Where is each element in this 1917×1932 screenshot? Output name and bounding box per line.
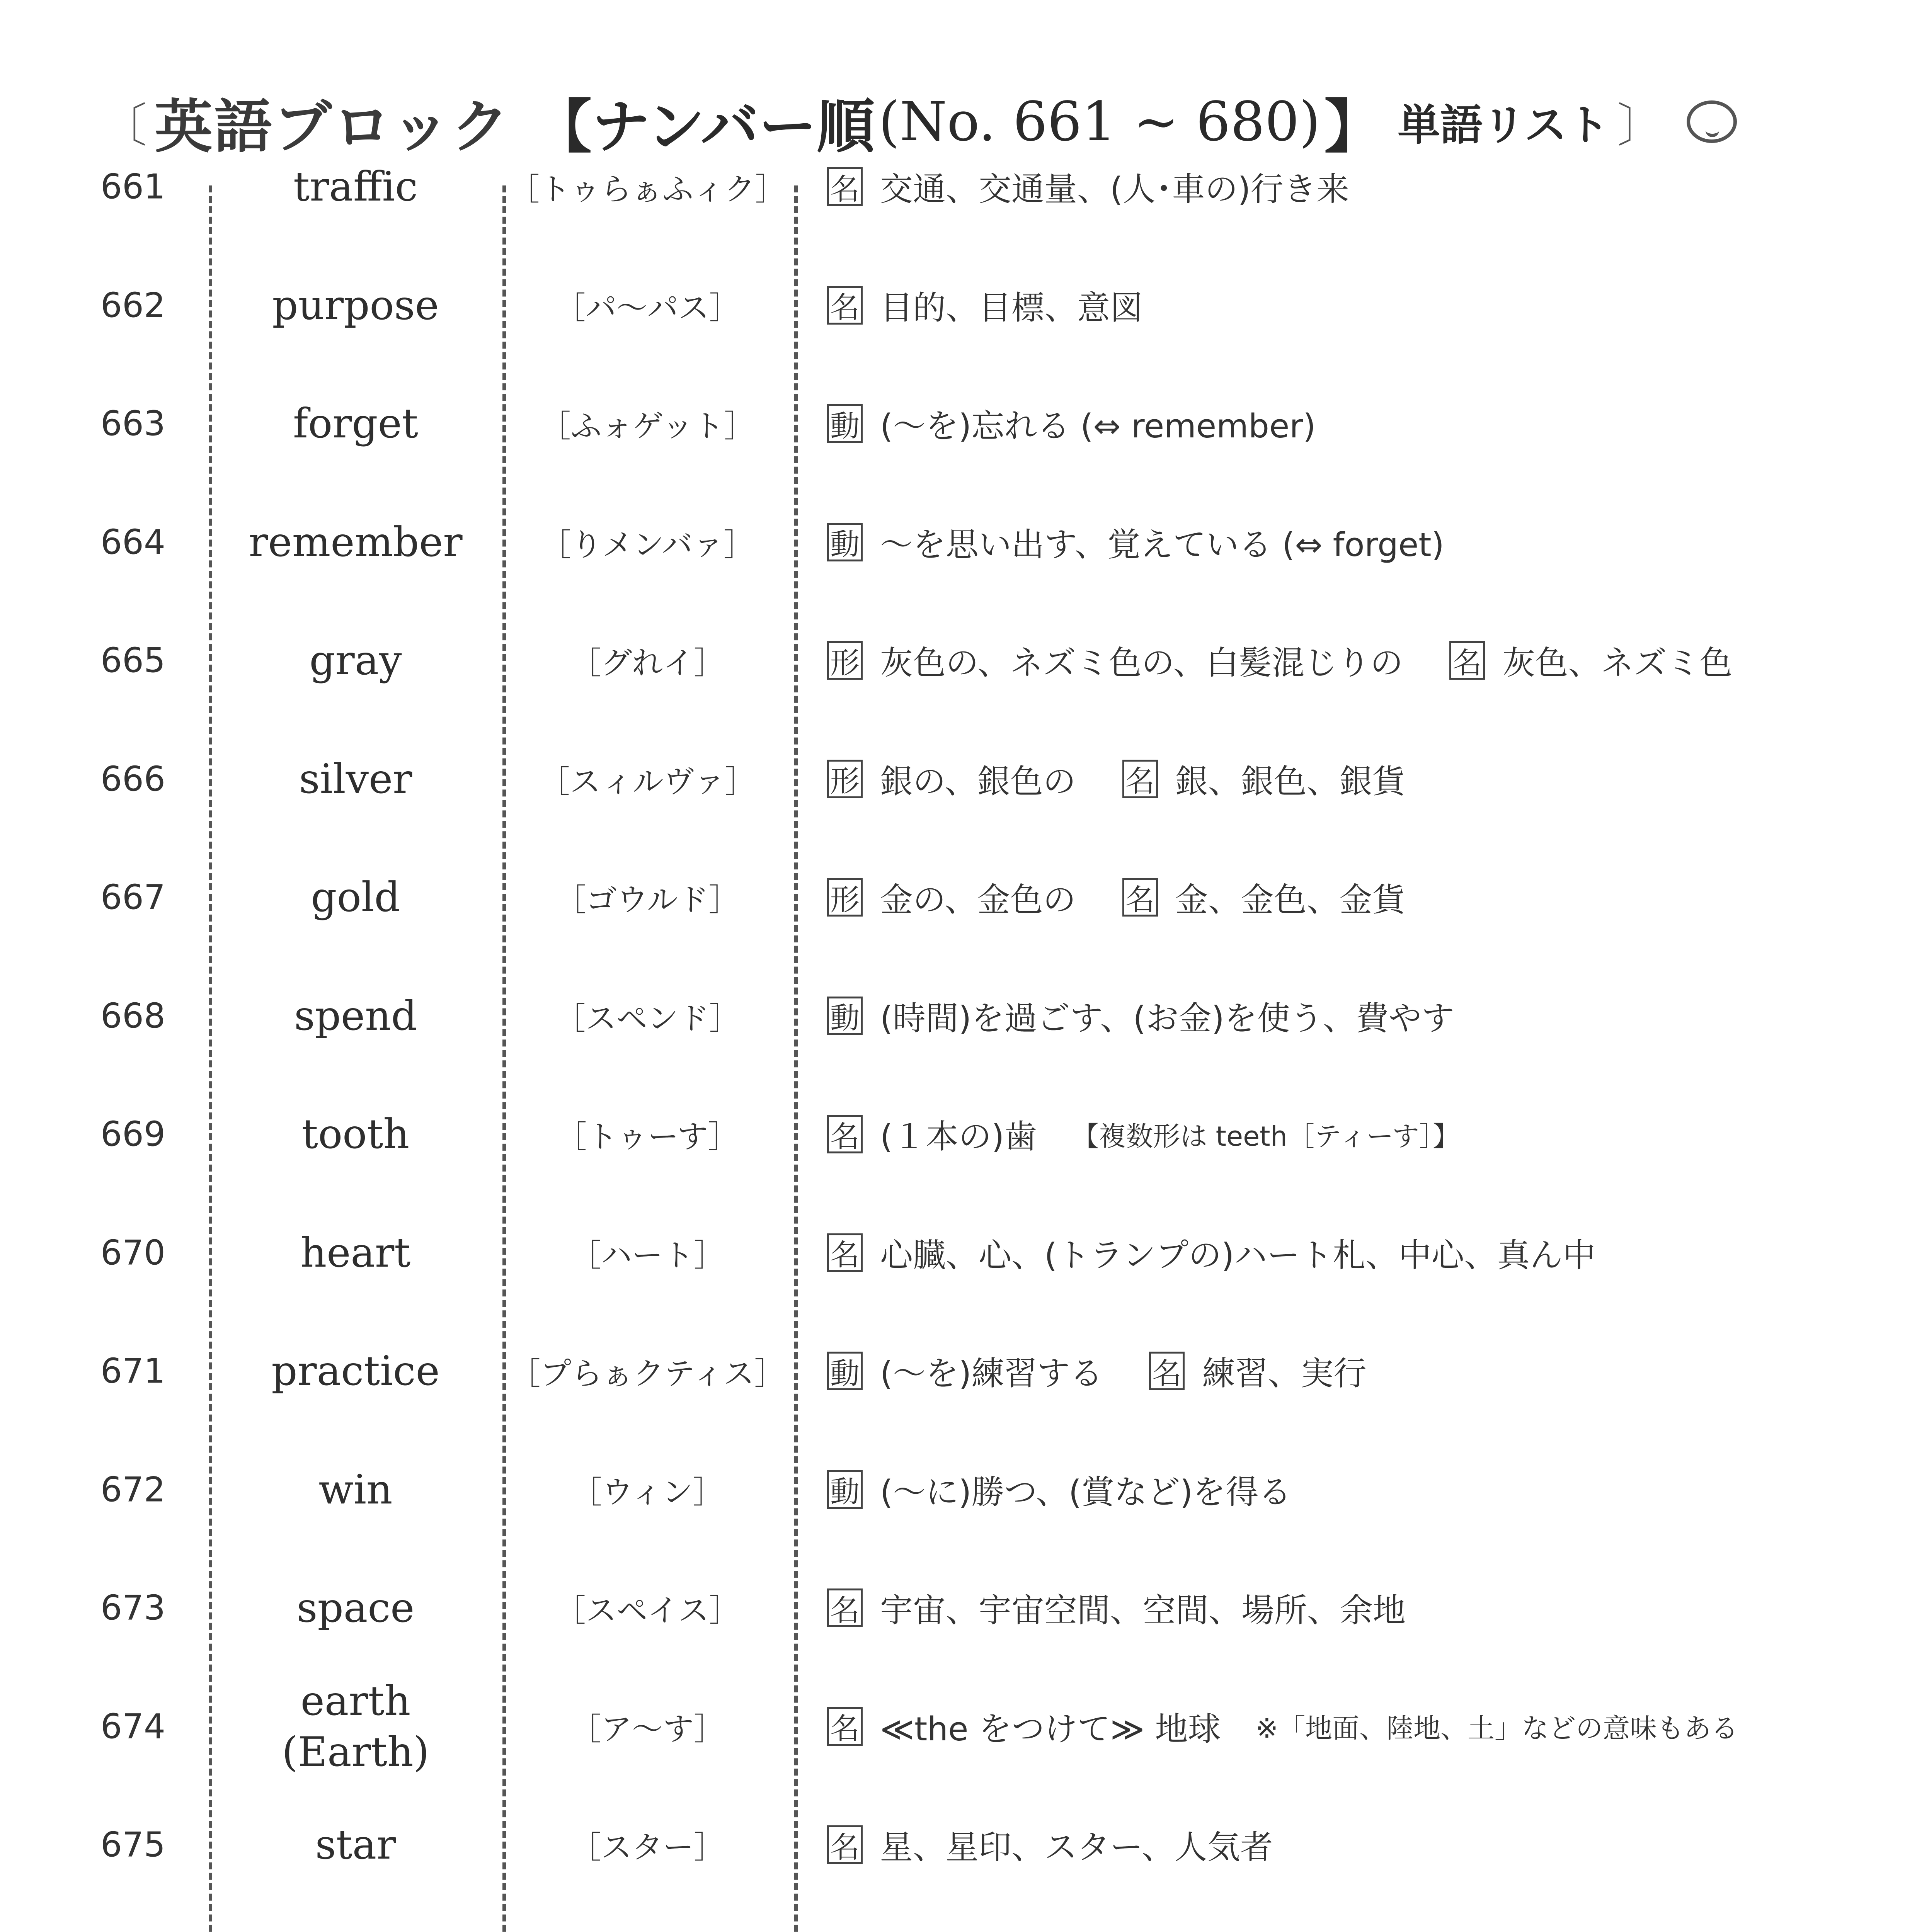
entry-definition-group	[827, 992, 1871, 1039]
entry-word: forget	[293, 400, 418, 447]
entry-pronunciation: ［スペンド］	[555, 1000, 740, 1037]
part-of-speech-badge: 動	[827, 523, 863, 561]
list-item	[0, 1312, 1917, 1430]
entry-definition-group	[827, 637, 1871, 684]
part-of-speech-badge: 名	[827, 1588, 863, 1627]
header-close-bracket: 〕	[1617, 99, 1664, 153]
logo: 英語ブロック	[155, 94, 511, 161]
list-item	[0, 957, 1917, 1075]
list-item	[0, 1549, 1917, 1667]
entry-pronunciation: ［ア～す］	[570, 1711, 725, 1747]
part-of-speech-badge: 動	[827, 1470, 863, 1509]
list-item	[0, 1075, 1917, 1194]
entry-definition: ≪the をつけて≫ 地球	[880, 1710, 1221, 1748]
list-item	[0, 364, 1917, 483]
entry-pronunciation: ［りメンバァ］	[540, 527, 755, 563]
entry-word: star	[315, 1821, 396, 1869]
entry-word: practice	[271, 1347, 440, 1395]
list-item	[0, 1194, 1917, 1312]
list-item	[0, 720, 1917, 838]
part-of-speech-badge: 名	[1449, 641, 1485, 680]
entry-number: 662	[100, 285, 165, 325]
entry-pronunciation: ［スィルヴァ］	[539, 764, 756, 800]
title-close: 】	[1324, 94, 1382, 161]
entry-pronunciation: ［スペイス］	[555, 1592, 740, 1629]
entry-number: 663	[100, 403, 165, 444]
entry-number: 664	[100, 522, 165, 562]
entry-word: gold	[311, 874, 400, 921]
entry-definition: ～を思い出す、覚えている (⇔ forget)	[880, 526, 1444, 564]
list-item	[0, 128, 1917, 246]
entry-pronunciation: ［スター］	[570, 1829, 725, 1866]
entry-definition-group	[827, 1229, 1871, 1276]
entry-definition: 交通、交通量、(人･車の)行き来	[880, 170, 1349, 209]
entry-definition-group	[827, 519, 1871, 566]
entry-number: 673	[100, 1588, 165, 1628]
entry-word: remember	[249, 518, 463, 566]
entry-definition: 銀の、銀色の	[880, 762, 1076, 801]
entry-number: 670	[100, 1233, 165, 1273]
entry-note: 【複数形は teeth［ティーす］】	[1072, 1120, 1460, 1152]
entry-pronunciation: ［トゥーす］	[556, 1119, 739, 1155]
part-of-speech-badge: 動	[827, 1352, 863, 1390]
entry-definition-group	[827, 163, 1871, 210]
entry-definition-group	[827, 1111, 1871, 1158]
part-of-speech-badge: 名	[1122, 760, 1158, 798]
entry-note: ※「地面、陸地、土」などの意味もある	[1255, 1713, 1738, 1745]
part-of-speech-badge: 名	[1149, 1352, 1185, 1390]
entry-definition-group	[827, 282, 1871, 329]
entry-word: earth (Earth)	[282, 1677, 429, 1776]
entry-definition: 星、星印、スター、人気者	[880, 1828, 1273, 1867]
entry-pronunciation: ［ふォゲット］	[540, 408, 755, 444]
entry-word: silver	[299, 755, 412, 803]
entry-definition: 目的、目標、意図	[880, 289, 1143, 327]
part-of-speech-badge: 形	[827, 641, 863, 680]
entry-definition: (～を)忘れる (⇔ remember)	[880, 407, 1316, 446]
entry-definition: 金の、金色の	[880, 881, 1076, 920]
entry-word: spend	[294, 992, 417, 1039]
entry-pronunciation: ［ゴウルド］	[555, 882, 740, 918]
entry-number: 669	[100, 1114, 165, 1154]
list-item	[0, 246, 1917, 365]
list-item	[0, 838, 1917, 957]
entry-definition-group	[827, 874, 1871, 921]
part-of-speech-badge: 動	[827, 997, 863, 1035]
entry-pronunciation: ［プらぁクティス］	[509, 1355, 785, 1392]
entry-number: 666	[100, 759, 165, 799]
entry-word: space	[296, 1584, 415, 1632]
entry-number: 672	[100, 1469, 165, 1510]
entry-definition-group	[827, 1703, 1871, 1750]
part-of-speech-badge: 動	[827, 404, 863, 443]
entry-definition-group	[827, 1821, 1871, 1868]
list-item	[0, 483, 1917, 602]
entry-definition-group	[827, 1347, 1871, 1395]
title-open: 【ナンバー順	[534, 94, 875, 161]
entry-number: 667	[100, 877, 165, 917]
entry-number: 674	[100, 1706, 165, 1747]
part-of-speech-badge: 形	[827, 878, 863, 917]
entry-number: 675	[100, 1825, 165, 1865]
entry-definition: (時間)を過ごす、(お金)を使う、費やす	[880, 999, 1454, 1038]
entry-number: 665	[100, 640, 165, 680]
part-of-speech-badge: 形	[827, 760, 863, 798]
entry-word: heart	[300, 1229, 411, 1276]
entry-word: tooth	[301, 1111, 410, 1158]
entry-definition: (～に)勝つ、(賞など)を得る	[880, 1473, 1292, 1512]
part-of-speech-badge: 名	[1122, 878, 1158, 917]
entry-definition-2: 灰色、ネズミ色	[1502, 644, 1733, 683]
list-item	[0, 1667, 1917, 1786]
entry-number: 671	[100, 1351, 165, 1391]
entry-word: purpose	[272, 281, 439, 329]
entry-definition-2: 練習、実行	[1202, 1355, 1367, 1393]
entry-word: win	[318, 1466, 393, 1513]
part-of-speech-badge: 名	[827, 1115, 863, 1153]
entry-pronunciation: ［ハート］	[570, 1237, 725, 1274]
list-item	[0, 1786, 1917, 1904]
entry-definition-group	[827, 1466, 1871, 1513]
part-of-speech-badge: 名	[827, 1825, 863, 1864]
entry-number: 668	[100, 996, 165, 1036]
list-item	[0, 601, 1917, 720]
list-item	[0, 1904, 1917, 1932]
entry-number: 661	[100, 167, 165, 207]
part-of-speech-badge: 名	[827, 167, 863, 206]
entry-definition-group	[827, 1584, 1871, 1631]
entry-definition: 灰色の、ネズミ色の、白髪混じりの	[880, 644, 1403, 683]
part-of-speech-badge: 名	[827, 1707, 863, 1746]
word-list	[0, 128, 1917, 1932]
entry-definition: (１本の)歯	[880, 1118, 1037, 1156]
entry-definition: (～を)練習する	[880, 1355, 1103, 1393]
part-of-speech-badge: 名	[827, 1233, 863, 1272]
list-item	[0, 1430, 1917, 1549]
number-range: (No. 661 ~ 680)	[878, 90, 1321, 153]
entry-word: gray	[309, 637, 402, 684]
entry-pronunciation: ［トゥらぁふィク］	[509, 171, 786, 207]
entry-definition-2: 金、金色、金貨	[1175, 881, 1405, 920]
entry-definition-2: 銀、銀色、銀貨	[1175, 762, 1405, 801]
entry-pronunciation: ［パ～パス］	[555, 290, 740, 326]
header-open-bracket: 〔	[100, 99, 147, 153]
subtitle: 単語リスト	[1398, 100, 1610, 150]
entry-pronunciation: ［ウィン］	[571, 1474, 724, 1510]
entry-word: traffic	[293, 163, 418, 211]
entry-pronunciation: ［グれイ］	[570, 645, 725, 681]
part-of-speech-badge: 名	[827, 286, 863, 325]
entry-definition-group	[827, 400, 1871, 447]
entry-definition-group	[827, 755, 1871, 803]
entry-definition: 心臓、心、(トランプの)ハート札、中心、真ん中	[880, 1236, 1596, 1275]
entry-definition: 宇宙、宇宙空間、空間、場所、余地	[880, 1592, 1406, 1630]
